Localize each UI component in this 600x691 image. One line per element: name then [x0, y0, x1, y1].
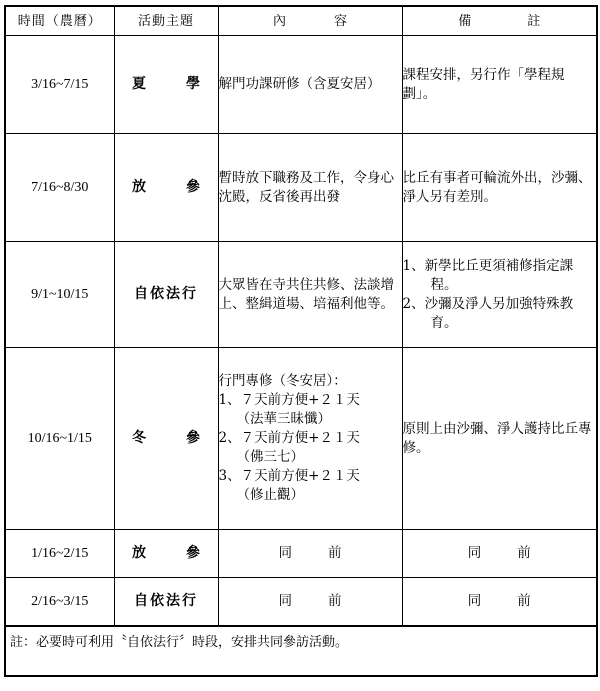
table-row — [5, 36, 597, 134]
header-content: 內 容 — [218, 6, 402, 36]
note-cell — [402, 242, 597, 348]
header-note: 備 註 — [402, 6, 597, 36]
note-item: 2、沙彌及淨人另加強特殊教育。 — [402, 295, 574, 331]
period-cell: 2/16~3/15 — [5, 578, 114, 626]
note-cell: 同 前 — [402, 578, 597, 626]
schedule-document — [4, 5, 596, 677]
table-row — [5, 348, 597, 530]
content-item-subline: （法華三昧懺） — [236, 411, 331, 427]
content-cell: 同 前 — [218, 530, 402, 578]
theme-cell: 放 參 — [114, 530, 218, 578]
note-cell: 比丘有事者可輪流外出，沙彌、淨人另有差別。 — [402, 134, 597, 242]
content-title: 行門專修（冬安居）： — [218, 373, 347, 389]
period-cell: 1/16~2/15 — [5, 530, 114, 578]
theme-cell: 放 參 — [114, 134, 218, 242]
content-cell: 同 前 — [218, 578, 402, 626]
content-cell: 解門功課研修（含夏安居） — [218, 36, 402, 134]
table-row — [5, 242, 597, 348]
header-row — [5, 6, 597, 36]
content-cell: 大眾皆在寺共住共修、法談增上、整緝道場、培福利他等。 — [218, 242, 402, 348]
period-cell: 3/16~7/15 — [5, 36, 114, 134]
header-theme: 活動主題 — [114, 6, 218, 36]
table-row — [5, 578, 597, 626]
table-row — [5, 530, 597, 578]
note-cell: 同 前 — [402, 530, 597, 578]
period-cell: 10/16~1/15 — [5, 348, 114, 530]
period-cell: 9/1~10/15 — [5, 242, 114, 348]
theme-cell: 自依法行 — [114, 242, 218, 348]
schedule-table — [4, 5, 598, 677]
content-item-subline: （佛三七） — [236, 449, 304, 465]
footer-row — [5, 626, 597, 676]
table-row — [5, 134, 597, 242]
theme-cell: 夏 學 — [114, 36, 218, 134]
note-cell: 課程安排，另行作「學程規劃」。 — [402, 36, 597, 134]
note-item: 1、新學比丘更須補修指定課程。 — [402, 257, 574, 293]
content-item-subline: （修止觀） — [236, 487, 304, 503]
content-item-line: 2、７天前方便+２１天 — [218, 430, 360, 446]
note-cell: 原則上由沙彌、淨人護持比丘專修。 — [402, 348, 597, 530]
footer-note: 註：必要時可利用〝自依法行〞時段，安排共同參訪活動。 — [5, 626, 597, 676]
theme-cell: 冬 參 — [114, 348, 218, 530]
content-cell — [218, 348, 402, 530]
header-period: 時間（農曆） — [5, 6, 114, 36]
content-item-line: 3、７天前方便+２１天 — [218, 468, 360, 484]
period-cell: 7/16~8/30 — [5, 134, 114, 242]
content-item-line: 1、７天前方便+２１天 — [218, 392, 360, 408]
theme-cell: 自依法行 — [114, 578, 218, 626]
content-cell: 暫時放下職務及工作，令身心沈殿，反省後再出發 — [218, 134, 402, 242]
